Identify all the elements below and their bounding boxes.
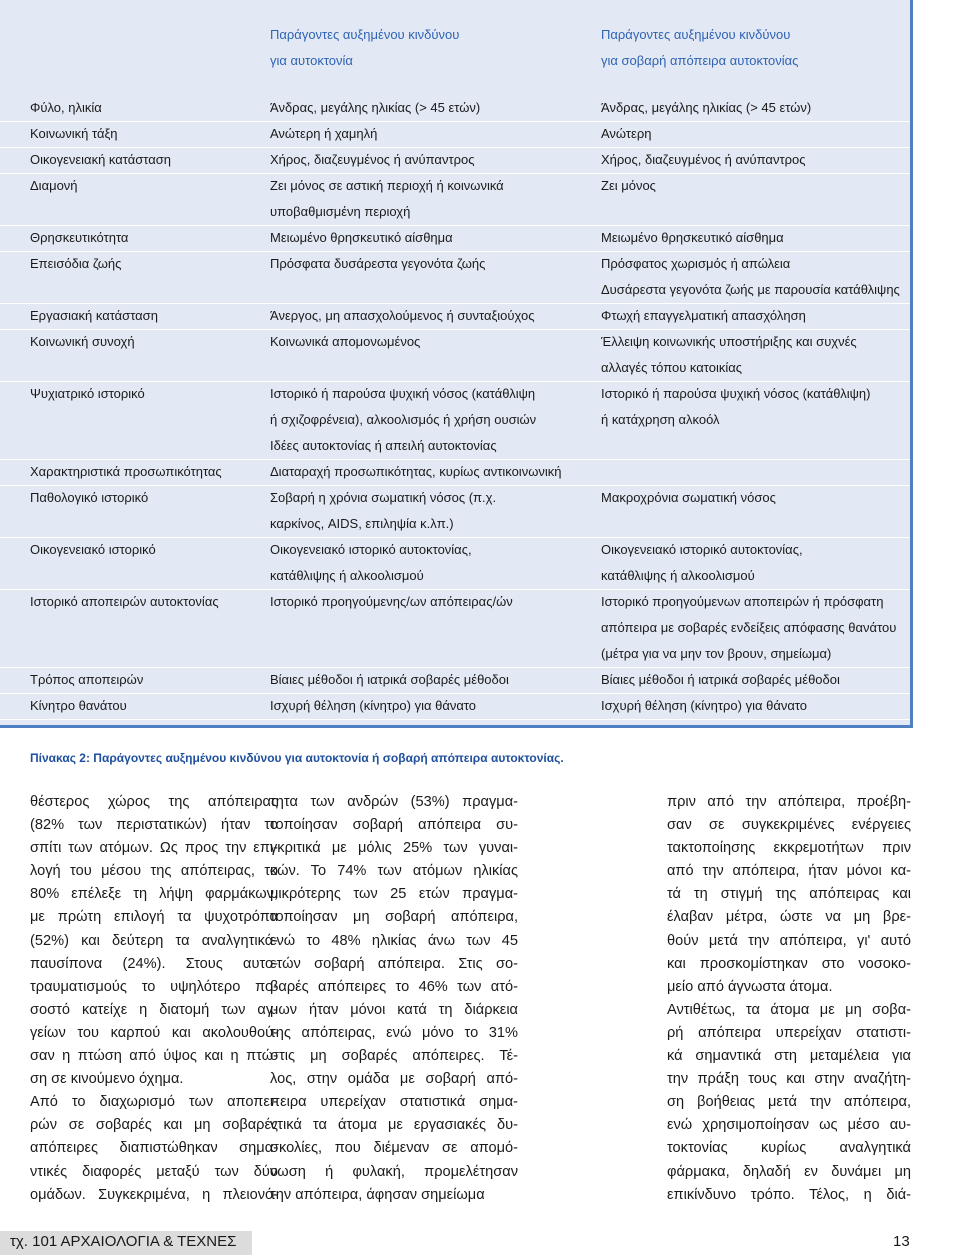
attempt-risk-cell (601, 589, 911, 667)
text-line: γκριτικά με μόλις 25% των γυναι- (270, 840, 518, 857)
suicide-risk-cell (270, 667, 595, 693)
cell-line: Χήρος, διαζευγμένος ή ανύπαντρος (601, 152, 806, 167)
text-line: τητα των ανδρών (53%) πραγμα- (270, 794, 518, 810)
text-line: με πρώτη επιλογή τα ψυχοτρόπα (30, 909, 278, 926)
table-row (0, 485, 910, 538)
header-line: για αυτοκτονία (270, 53, 353, 68)
header-line: Παράγοντες αυξημένου κινδύνου (601, 27, 791, 42)
cell-line: Μειωμένο θρησκευτικό αίσθημα (270, 230, 453, 245)
cell-line: Μειωμένο θρησκευτικό αίσθημα (601, 230, 784, 245)
factor-cell (30, 459, 265, 485)
text-line: (82% των περιστατικών) ήταν το (30, 817, 278, 834)
factor-cell (30, 667, 265, 693)
text-line: λογή του μέσου της απόπειρας, το (30, 863, 278, 880)
text-line: μων ήταν μόνοι κατά τη διάρκεια (270, 1001, 518, 1018)
text-line: της απόπειρας, ενώ μόνο το 31% (270, 1024, 518, 1041)
table-row (0, 225, 910, 252)
text-line: παυσίπονα (24%). Στους αυτο- (30, 955, 278, 972)
header-attempt-risk (601, 22, 798, 74)
text-line: την απόπειρα, άφησαν σημείωμα (270, 1186, 485, 1203)
cell-line: Οικογενειακό ιστορικό (30, 542, 156, 557)
attempt-risk-cell (601, 121, 911, 147)
suicide-risk-cell (270, 303, 595, 329)
suicide-risk-cell (270, 693, 595, 719)
cell-line: Ιστορικό αποπειρών αυτοκτονίας (30, 594, 219, 609)
table-caption: Πίνακας 2: Παράγοντες αυξημένου κινδύνου για αυτοκτονία ή σοβαρή απόπειρα αυτοκτονίας. (30, 751, 564, 765)
attempt-risk-cell (601, 95, 911, 121)
table-row (0, 459, 910, 486)
cell-line: Πρόσφατος χωρισμός ή απώλεια (601, 256, 791, 271)
attempt-risk-cell (601, 173, 911, 199)
footer-journal-title: τχ. 101 ΑΡΧΑΙΟΛΟΓΙΑ & ΤΕΧΝΕΣ (10, 1233, 237, 1250)
table-row (0, 121, 910, 148)
text-line: πειρα υπερείχαν στατιστικά σημα- (270, 1094, 518, 1111)
factor-cell (30, 173, 265, 199)
text-line: στις μη σοβαρές απόπειρες. Τέ- (270, 1048, 518, 1065)
cell-line: Φτωχή επαγγελματική απασχόληση (601, 308, 806, 323)
text-line: κών. Το 74% των ατόμων ηλικίας (270, 863, 518, 880)
text-line: ενώ το 48% ηλικίας άνω των 45 (270, 932, 518, 949)
attempt-risk-cell (601, 485, 911, 511)
cell-line: υποβαθμισμένη περιοχή (270, 204, 411, 219)
attempt-risk-cell (601, 251, 911, 303)
text-line: ρή απόπειρα υπερείχαν στατιστι- (667, 1024, 911, 1041)
cell-line: Άνεργος, μη απασχολούμενος ή συνταξιούχος (270, 308, 535, 323)
table-row (0, 589, 910, 668)
cell-line: Σοβαρή η χρόνια σωματική νόσος (π.χ. (270, 490, 497, 505)
cell-line: Κοινωνικά απομονωμένος (270, 334, 421, 349)
text-line: λος, στην ομάδα με σοβαρή από- (270, 1071, 518, 1088)
cell-line: Οικογενειακό ιστορικό αυτοκτονίας, (601, 542, 803, 557)
cell-line: Ισχυρή θέληση (κίνητρο) για θάνατο (601, 698, 808, 713)
cell-line: Πρόσφατα δυσάρεστα γεγονότα ζωής (270, 256, 486, 271)
factor-cell (30, 485, 265, 511)
text-line: Από το διαχωρισμό των αποπει- (30, 1094, 278, 1111)
text-line: τά τη στιγμή της απόπειρας και (667, 886, 911, 903)
factor-cell (30, 381, 265, 407)
factor-cell (30, 225, 265, 251)
text-line: πριν από την απόπειρα, προέβη- (667, 794, 911, 810)
factor-cell (30, 303, 265, 329)
suicide-risk-cell (270, 589, 595, 615)
cell-line: Ιστορικό ή παρούσα ψυχική νόσος (κατάθλιψη) (601, 386, 871, 401)
page-number: 13 (893, 1233, 910, 1250)
attempt-risk-cell (601, 147, 911, 173)
cell-line: Διαταραχή προσωπικότητας, κυρίως αντικοινωνική (270, 464, 562, 479)
header-line: για σοβαρή απόπειρα αυτοκτονίας (601, 53, 799, 68)
suicide-risk-cell (270, 173, 595, 225)
attempt-risk-cell (601, 667, 911, 693)
cell-line: Κοινωνική συνοχή (30, 334, 135, 349)
text-line: βαρές απόπειρες το 46% των ατό- (270, 978, 518, 995)
factor-cell (30, 329, 265, 355)
text-line: θούν μετά την απόπειρα, γι' αυτό (667, 932, 911, 949)
cell-line: Οικογενειακή κατάσταση (30, 152, 171, 167)
cell-line: Ανώτερη ή χαμηλή (270, 126, 378, 141)
text-line: τακτοποίησης εκκρεμοτήτων πριν (667, 840, 911, 857)
cell-line: Χήρος, διαζευγμένος ή ανύπαντρος (270, 152, 475, 167)
cell-line: Άνδρας, μεγάλης ηλικίας (> 45 ετών) (601, 100, 812, 115)
cell-line: Ιστορικό προηγούμενης/ων απόπειρας/ών (270, 594, 513, 609)
text-line: απόπειρες διαπιστώθηκαν σημα- (30, 1140, 278, 1157)
cell-line: απόπειρα με σοβαρές ενδείξεις απόφασης θανάτου (601, 620, 897, 635)
text-line: τραυματισμούς το υψηλότερο πο- (30, 978, 278, 995)
suicide-risk-cell (270, 329, 595, 355)
table-row (0, 147, 910, 174)
table-row (0, 537, 910, 590)
cell-line: ή κατάχρηση αλκοόλ (601, 412, 720, 427)
text-line: νωση ή φυλακή, προμελέτησαν (270, 1163, 518, 1180)
text-line: 80% επέλεξε τη λήψη φαρμάκων, (30, 886, 278, 903)
table-row (0, 667, 910, 694)
cell-line: Παθολογικό ιστορικό (30, 490, 149, 505)
cell-line: καρκίνος, AIDS, επιληψία κ.λπ.) (270, 516, 454, 531)
cell-line: Εργασιακή κατάσταση (30, 308, 158, 323)
cell-line: Ισχυρή θέληση (κίνητρο) για θάνατο (270, 698, 477, 713)
text-line: Αντιθέτως, τα άτομα με μη σοβα- (667, 1001, 911, 1018)
text-line: ρών σε σοβαρές και μη σοβαρές (30, 1117, 278, 1134)
body-text-column-1 (30, 791, 278, 1207)
cell-line: Κοινωνική τάξη (30, 126, 118, 141)
attempt-risk-cell (601, 329, 911, 381)
text-line: μικρότερης των 25 ετών πραγμα- (270, 886, 518, 903)
text-line: σαν η πτώση από ύψος και η πτώ- (30, 1048, 278, 1065)
suicide-risk-cell (270, 459, 595, 485)
cell-line: Μακροχρόνια σωματική νόσος (601, 490, 776, 505)
suicide-risk-cell (270, 485, 595, 537)
text-line: μείο από άγνωστα άτομα. (667, 978, 833, 995)
cell-line: ή σχιζοφρένεια), αλκοολισμός ή χρήση ουσιών (270, 412, 537, 427)
cell-line: Ιδέες αυτοκτονίας ή απειλή αυτοκτονίας (270, 438, 497, 453)
text-line: γείων του καρπού και ακολουθού- (30, 1024, 278, 1041)
cell-line: κατάθλιψης ή αλκοολισμού (270, 568, 424, 583)
text-line: ση βοήθειας μετά την απόπειρα, (667, 1094, 911, 1111)
table-row (0, 329, 910, 382)
suicide-risk-cell (270, 147, 595, 173)
cell-line: Ψυχιατρικό ιστορικό (30, 386, 145, 401)
text-line: έλαβαν μέτρα, ώστε να μη βρε- (667, 909, 911, 926)
cell-line: Χαρακτηριστικά προσωπικότητας (30, 464, 222, 479)
attempt-risk-cell (601, 225, 911, 251)
text-line: επικίνδυνο τρόπο. Τέλος, η διά- (667, 1186, 911, 1203)
attempt-risk-cell (601, 303, 911, 329)
text-line: ντικά τα άτομα με εργασιακές δυ- (270, 1117, 518, 1134)
cell-line: Διαμονή (30, 178, 78, 193)
cell-line: Ζει μόνος σε αστική περιοχή ή κοινωνικά (270, 178, 504, 193)
factor-cell (30, 147, 265, 173)
factor-cell (30, 121, 265, 147)
cell-line: Ανώτερη (601, 126, 652, 141)
suicide-risk-cell (270, 537, 595, 589)
text-line: (52%) και δεύτερη τα αναλγητικά- (30, 932, 278, 949)
text-line: σοστό κατείχε η διατομή των αγ- (30, 1001, 278, 1018)
cell-line: Οικογενειακό ιστορικό αυτοκτονίας, (270, 542, 472, 557)
suicide-risk-cell (270, 95, 595, 121)
cell-line: Ζει μόνος (601, 178, 656, 193)
cell-line: Άνδρας, μεγάλης ηλικίας (> 45 ετών) (270, 100, 481, 115)
text-line: τοποίησαν σοβαρή απόπειρα συ- (270, 817, 518, 834)
attempt-risk-cell (601, 537, 911, 589)
factor-cell (30, 95, 265, 121)
cell-line: Φύλο, ηλικία (30, 100, 102, 115)
table-row (0, 693, 910, 720)
text-line: ντικές διαφορές μεταξύ των δύο (30, 1163, 278, 1180)
text-line: σαν σε συγκεκριμένες ενέργειες (667, 817, 911, 834)
text-line: ενώ χρησιμοποίησαν ως μέσο αυ- (667, 1117, 911, 1134)
body-text-column-2 (270, 791, 518, 1207)
suicide-risk-cell (270, 225, 595, 251)
cell-line: κατάθλιψης ή αλκοολισμού (601, 568, 755, 583)
cell-line: Δυσάρεστα γεγονότα ζωής με παρουσία κατάθλιψης (601, 282, 900, 297)
text-line: σκολίες, που διέμεναν σε απομό- (270, 1140, 518, 1157)
cell-line: Ιστορικό προηγούμενων αποπειρών ή πρόσφατη (601, 594, 884, 609)
cell-line: Ιστορικό ή παρούσα ψυχική νόσος (κατάθλιψη (270, 386, 536, 401)
text-line: ομάδων. Συγκεκριμένα, η πλειονό- (30, 1186, 278, 1203)
table-row (0, 303, 910, 330)
cell-line: Θρησκευτικότητα (30, 230, 129, 245)
cell-line: Τρόπος αποπειρών (30, 672, 144, 687)
text-line: κά σημαντικά στη μεταμέλεια για (667, 1048, 911, 1065)
header-line: Παράγοντες αυξημένου κινδύνου (270, 27, 460, 42)
attempt-risk-cell (601, 381, 911, 433)
text-line: σπίτι των ατόμων. Ως προς την επι- (30, 840, 278, 857)
attempt-risk-cell (601, 693, 911, 719)
table-row (0, 251, 910, 304)
factor-cell (30, 537, 265, 563)
suicide-risk-cell (270, 381, 595, 459)
text-line: θέστερος χώρος της απόπειρας (30, 794, 278, 810)
text-line: από την απόπειρα, ήταν μόνοι κα- (667, 863, 911, 880)
text-line: την πράξη τους και στην αναζήτη- (667, 1071, 911, 1088)
cell-line: Κίνητρο θανάτου (30, 698, 127, 713)
text-line: ετών σοβαρή απόπειρα. Στις σο- (270, 955, 518, 972)
body-text-column-3 (667, 791, 911, 1207)
suicide-risk-cell (270, 121, 595, 147)
text-line: τοκτονίας κυρίως αναλγητικά (667, 1140, 911, 1157)
text-line: ση σε κινούμενο όχημα. (30, 1071, 184, 1088)
header-suicide-risk (270, 22, 459, 74)
table-row (0, 173, 910, 226)
suicide-risk-cell (270, 251, 595, 277)
factor-cell (30, 251, 265, 277)
cell-line: αλλαγές τόπου κατοικίας (601, 360, 743, 375)
factor-cell (30, 693, 265, 719)
table-row (0, 381, 910, 460)
text-line: τοποίησαν μη σοβαρή απόπειρα, (270, 909, 518, 926)
text-line: και προσκομίστηκαν στο νοσοκο- (667, 955, 911, 972)
text-line: φάρμακα, δηλαδή εν δυνάμει μη (667, 1163, 911, 1180)
table-row (0, 95, 910, 122)
cell-line: Βίαιες μέθοδοι ή ιατρικά σοβαρές μέθοδοι (601, 672, 840, 687)
cell-line: Έλλειψη κοινωνικής υποστήριξης και συχνές (601, 334, 857, 349)
cell-line: Βίαιες μέθοδοι ή ιατρικά σοβαρές μέθοδοι (270, 672, 509, 687)
cell-line: Επεισόδια ζωής (30, 256, 122, 271)
cell-line: (μέτρα για να μην τον βρουν, σημείωμα) (601, 646, 832, 661)
factor-cell (30, 589, 265, 615)
